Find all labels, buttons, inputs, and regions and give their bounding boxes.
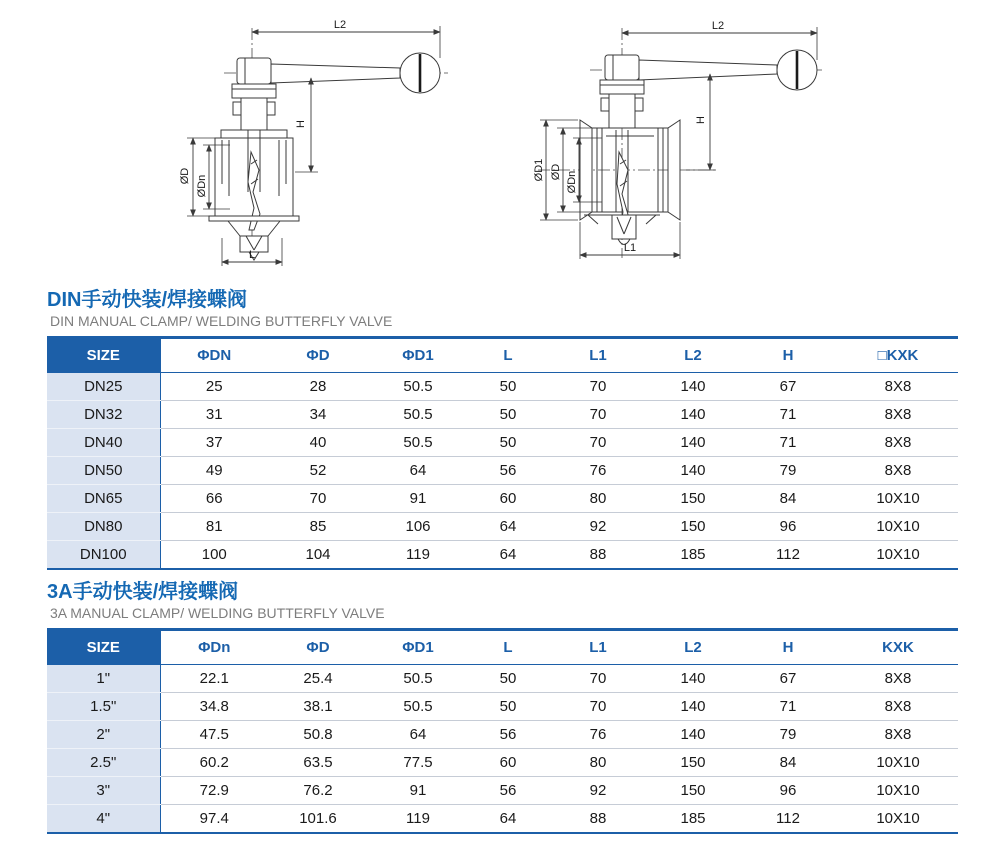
value-cell: 70 xyxy=(548,693,648,721)
column-header: L2 xyxy=(648,338,738,373)
din-section-subtitle: DIN MANUAL CLAMP/ WELDING BUTTERFLY VALVE xyxy=(50,313,393,329)
table-row xyxy=(47,429,958,457)
3a-section xyxy=(47,580,958,834)
column-header: ΦD xyxy=(268,338,368,373)
value-cell: 56 xyxy=(468,721,548,749)
value-cell: 140 xyxy=(648,401,738,429)
value-cell: 77.5 xyxy=(368,749,468,777)
value-cell: 50 xyxy=(468,373,548,401)
column-header: ΦD1 xyxy=(368,338,468,373)
value-cell: 76 xyxy=(548,721,648,749)
value-cell: 50.5 xyxy=(368,429,468,457)
header-row xyxy=(47,630,958,665)
value-cell: 50.5 xyxy=(368,665,468,693)
value-cell: 150 xyxy=(648,777,738,805)
value-cell: 50 xyxy=(468,429,548,457)
value-cell: 150 xyxy=(648,485,738,513)
value-cell: 72.9 xyxy=(160,777,268,805)
value-cell: 150 xyxy=(648,513,738,541)
size-cell: DN65 xyxy=(47,485,160,513)
value-cell: 112 xyxy=(738,541,838,570)
column-header: KXK xyxy=(838,630,958,665)
size-cell: 4" xyxy=(47,805,160,834)
value-cell: 8X8 xyxy=(838,373,958,401)
dim-label-d1: ØD1 xyxy=(533,158,545,182)
3a-spec-table xyxy=(47,628,958,834)
value-cell: 60 xyxy=(468,749,548,777)
value-cell: 60 xyxy=(468,485,548,513)
dim-label-h: H xyxy=(695,116,707,124)
valve-neck xyxy=(600,80,644,128)
right-clamp-ferrule xyxy=(668,120,680,220)
value-cell: 71 xyxy=(738,429,838,457)
left-clamp-ferrule xyxy=(580,120,592,220)
value-cell: 38.1 xyxy=(268,693,368,721)
value-cell: 140 xyxy=(648,457,738,485)
value-cell: 52 xyxy=(268,457,368,485)
value-cell: 50.5 xyxy=(368,693,468,721)
clamp-valve-drawing xyxy=(518,12,868,274)
value-cell: 70 xyxy=(548,429,648,457)
header-row xyxy=(47,338,958,373)
dim-label-l: L xyxy=(248,249,256,261)
value-cell: 64 xyxy=(468,805,548,834)
column-header: L xyxy=(468,630,548,665)
value-cell: 34 xyxy=(268,401,368,429)
value-cell: 67 xyxy=(738,665,838,693)
value-cell: 91 xyxy=(368,777,468,805)
value-cell: 10X10 xyxy=(838,805,958,834)
value-cell: 50 xyxy=(468,693,548,721)
size-cell: DN100 xyxy=(47,541,160,570)
value-cell: 56 xyxy=(468,777,548,805)
value-cell: 34.8 xyxy=(160,693,268,721)
value-cell: 112 xyxy=(738,805,838,834)
value-cell: 80 xyxy=(548,749,648,777)
value-cell: 8X8 xyxy=(838,429,958,457)
table-row xyxy=(47,457,958,485)
value-cell: 140 xyxy=(648,721,738,749)
table-row xyxy=(47,805,958,834)
value-cell: 64 xyxy=(468,513,548,541)
welding-valve-drawing xyxy=(148,12,468,274)
table-row xyxy=(47,749,958,777)
column-header: ΦDN xyxy=(160,338,268,373)
value-cell: 140 xyxy=(648,373,738,401)
dim-label-l2: L2 xyxy=(711,20,725,32)
value-cell: 71 xyxy=(738,693,838,721)
column-header-size: SIZE xyxy=(47,630,160,665)
value-cell: 185 xyxy=(648,541,738,570)
value-cell: 64 xyxy=(368,457,468,485)
value-cell: 71 xyxy=(738,401,838,429)
size-cell: 2" xyxy=(47,721,160,749)
value-cell: 50.5 xyxy=(368,373,468,401)
value-cell: 40 xyxy=(268,429,368,457)
value-cell: 8X8 xyxy=(838,457,958,485)
size-cell: 1" xyxy=(47,665,160,693)
size-cell: DN50 xyxy=(47,457,160,485)
value-cell: 96 xyxy=(738,777,838,805)
value-cell: 28 xyxy=(268,373,368,401)
value-cell: 22.1 xyxy=(160,665,268,693)
table-row xyxy=(47,541,958,570)
value-cell: 84 xyxy=(738,749,838,777)
value-cell: 119 xyxy=(368,805,468,834)
value-cell: 60.2 xyxy=(160,749,268,777)
bottom-seat xyxy=(584,215,660,245)
value-cell: 79 xyxy=(738,721,838,749)
size-cell: 1.5" xyxy=(47,693,160,721)
value-cell: 10X10 xyxy=(838,541,958,570)
value-cell: 96 xyxy=(738,513,838,541)
size-cell: DN32 xyxy=(47,401,160,429)
value-cell: 25.4 xyxy=(268,665,368,693)
dim-label-dn: ØDn xyxy=(196,174,208,198)
dim-label-l2: L2 xyxy=(333,19,347,31)
value-cell: 8X8 xyxy=(838,665,958,693)
size-cell: DN80 xyxy=(47,513,160,541)
3a-section-subtitle: 3A MANUAL CLAMP/ WELDING BUTTERFLY VALVE xyxy=(50,605,385,621)
dim-label-d: ØD xyxy=(550,163,562,181)
table-row xyxy=(47,721,958,749)
valve-neck xyxy=(232,84,276,130)
value-cell: 49 xyxy=(160,457,268,485)
value-cell: 64 xyxy=(368,721,468,749)
value-cell: 50 xyxy=(468,665,548,693)
value-cell: 119 xyxy=(368,541,468,570)
value-cell: 10X10 xyxy=(838,513,958,541)
value-cell: 150 xyxy=(648,749,738,777)
value-cell: 85 xyxy=(268,513,368,541)
column-header: ΦDn xyxy=(160,630,268,665)
value-cell: 8X8 xyxy=(838,693,958,721)
value-cell: 63.5 xyxy=(268,749,368,777)
din-spec-table xyxy=(47,336,958,570)
value-cell: 88 xyxy=(548,805,648,834)
value-cell: 92 xyxy=(548,777,648,805)
value-cell: 25 xyxy=(160,373,268,401)
value-cell: 10X10 xyxy=(838,749,958,777)
value-cell: 10X10 xyxy=(838,485,958,513)
table-row xyxy=(47,777,958,805)
value-cell: 106 xyxy=(368,513,468,541)
3a-section-title: 3A手动快装/焊接蝶阀 xyxy=(47,581,239,603)
value-cell: 70 xyxy=(548,665,648,693)
value-cell: 100 xyxy=(160,541,268,570)
size-cell: 3" xyxy=(47,777,160,805)
dim-label-dn: ØDn xyxy=(566,170,578,194)
value-cell: 50.5 xyxy=(368,401,468,429)
table-row xyxy=(47,513,958,541)
table-row xyxy=(47,665,958,693)
value-cell: 92 xyxy=(548,513,648,541)
value-cell: 50.8 xyxy=(268,721,368,749)
column-header: L1 xyxy=(548,338,648,373)
column-header: H xyxy=(738,338,838,373)
size-cell: DN40 xyxy=(47,429,160,457)
column-header: L xyxy=(468,338,548,373)
value-cell: 76 xyxy=(548,457,648,485)
value-cell: 37 xyxy=(160,429,268,457)
value-cell: 80 xyxy=(548,485,648,513)
column-header: ΦD1 xyxy=(368,630,468,665)
value-cell: 81 xyxy=(160,513,268,541)
value-cell: 64 xyxy=(468,541,548,570)
column-header: L2 xyxy=(648,630,738,665)
value-cell: 47.5 xyxy=(160,721,268,749)
size-cell: 2.5" xyxy=(47,749,160,777)
din-section xyxy=(47,288,958,570)
size-cell: DN25 xyxy=(47,373,160,401)
value-cell: 84 xyxy=(738,485,838,513)
value-cell: 185 xyxy=(648,805,738,834)
value-cell: 91 xyxy=(368,485,468,513)
value-cell: 79 xyxy=(738,457,838,485)
value-cell: 140 xyxy=(648,665,738,693)
table-row xyxy=(47,485,958,513)
value-cell: 70 xyxy=(548,373,648,401)
table-row xyxy=(47,373,958,401)
value-cell: 104 xyxy=(268,541,368,570)
column-header: ΦD xyxy=(268,630,368,665)
value-cell: 8X8 xyxy=(838,401,958,429)
value-cell: 101.6 xyxy=(268,805,368,834)
dim-label-l1: L1 xyxy=(623,242,637,254)
din-section-title: DIN手动快装/焊接蝶阀 xyxy=(47,289,247,311)
value-cell: 56 xyxy=(468,457,548,485)
value-cell: 70 xyxy=(548,401,648,429)
value-cell: 66 xyxy=(160,485,268,513)
column-header: H xyxy=(738,630,838,665)
value-cell: 31 xyxy=(160,401,268,429)
dim-label-h: H xyxy=(295,120,307,128)
value-cell: 140 xyxy=(648,429,738,457)
value-cell: 50 xyxy=(468,401,548,429)
value-cell: 88 xyxy=(548,541,648,570)
value-cell: 67 xyxy=(738,373,838,401)
table-row xyxy=(47,693,958,721)
column-header: L1 xyxy=(548,630,648,665)
dim-label-d: ØD xyxy=(179,167,191,185)
table-row xyxy=(47,401,958,429)
column-header-size: SIZE xyxy=(47,338,160,373)
value-cell: 10X10 xyxy=(838,777,958,805)
value-cell: 76.2 xyxy=(268,777,368,805)
column-header: □KXK xyxy=(838,338,958,373)
value-cell: 140 xyxy=(648,693,738,721)
value-cell: 70 xyxy=(268,485,368,513)
value-cell: 8X8 xyxy=(838,721,958,749)
value-cell: 97.4 xyxy=(160,805,268,834)
